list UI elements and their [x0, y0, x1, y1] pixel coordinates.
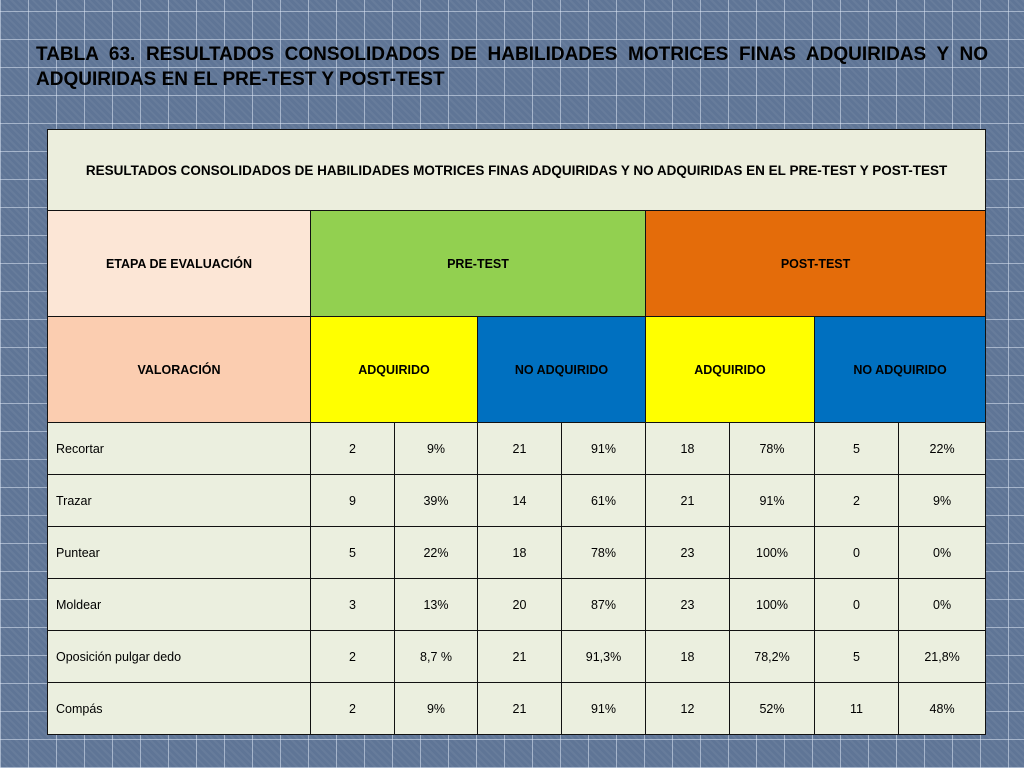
post-adquirido-percent: 91% — [730, 475, 815, 527]
pre-no-adquirido-percent: 61% — [562, 475, 646, 527]
post-test-label: POST-TEST — [646, 211, 986, 317]
post-no-adquirido-count: 5 — [815, 631, 899, 683]
pre-adquirido-percent: 9% — [395, 423, 478, 475]
pre-adquirido-count: 3 — [311, 579, 395, 631]
pre-no-adquirido-count: 21 — [478, 423, 562, 475]
pre-adquirido-count: 2 — [311, 631, 395, 683]
valoracion-label: VALORACIÓN — [48, 317, 311, 423]
pre-adquirido-count: 2 — [311, 423, 395, 475]
post-no-adquirido-count: 11 — [815, 683, 899, 735]
pre-adquirido-percent: 9% — [395, 683, 478, 735]
page-title: TABLA 63. RESULTADOS CONSOLIDADOS DE HABILIDADES MOTRICES FINAS ADQUIRIDAS Y NO ADQUIRIDAS EN EL PRE-TEST Y POST-TEST — [36, 44, 988, 90]
table-row — [48, 631, 986, 683]
post-adquirido-percent: 78% — [730, 423, 815, 475]
skill-label: Moldear — [48, 579, 311, 631]
pre-no-adquirido-count: 21 — [478, 683, 562, 735]
post-adquirido-count: 23 — [646, 527, 730, 579]
table-row — [48, 475, 986, 527]
stage-row — [48, 211, 986, 317]
post-adquirido-percent: 100% — [730, 527, 815, 579]
pre-no-adquirido-percent: 91,3% — [562, 631, 646, 683]
pre-test-label: PRE-TEST — [311, 211, 646, 317]
valoracion-row — [48, 317, 986, 423]
post-adquirido-label: ADQUIRIDO — [646, 317, 815, 423]
post-adquirido-percent: 52% — [730, 683, 815, 735]
table-row — [48, 527, 986, 579]
pre-adquirido-percent: 8,7 % — [395, 631, 478, 683]
skill-label: Compás — [48, 683, 311, 735]
etapa-label: ETAPA DE EVALUACIÓN — [48, 211, 311, 317]
pre-no-adquirido-percent: 91% — [562, 683, 646, 735]
post-no-adquirido-percent: 0% — [899, 579, 986, 631]
post-no-adquirido-percent: 0% — [899, 527, 986, 579]
pre-adquirido-count: 2 — [311, 683, 395, 735]
post-adquirido-count: 12 — [646, 683, 730, 735]
pre-adquirido-count: 5 — [311, 527, 395, 579]
post-adquirido-count: 18 — [646, 423, 730, 475]
pre-no-adquirido-percent: 87% — [562, 579, 646, 631]
post-adquirido-count: 21 — [646, 475, 730, 527]
table-row — [48, 683, 986, 735]
post-no-adquirido-percent: 9% — [899, 475, 986, 527]
pre-adquirido-percent: 22% — [395, 527, 478, 579]
post-no-adquirido-percent: 21,8% — [899, 631, 986, 683]
post-no-adquirido-count: 2 — [815, 475, 899, 527]
pre-adquirido-count: 9 — [311, 475, 395, 527]
table-header: RESULTADOS CONSOLIDADOS DE HABILIDADES MOTRICES FINAS ADQUIRIDAS Y NO ADQUIRIDAS EN EL PRE-TEST Y POST-TEST — [48, 130, 986, 211]
pre-no-adquirido-label: NO ADQUIRIDO — [478, 317, 646, 423]
pre-no-adquirido-percent: 91% — [562, 423, 646, 475]
post-adquirido-percent: 78,2% — [730, 631, 815, 683]
results-table — [47, 129, 986, 735]
post-no-adquirido-percent: 48% — [899, 683, 986, 735]
table-row — [48, 423, 986, 475]
skill-label: Oposición pulgar dedo — [48, 631, 311, 683]
skill-label: Puntear — [48, 527, 311, 579]
post-adquirido-count: 18 — [646, 631, 730, 683]
post-no-adquirido-label: NO ADQUIRIDO — [815, 317, 986, 423]
post-adquirido-percent: 100% — [730, 579, 815, 631]
pre-no-adquirido-count: 18 — [478, 527, 562, 579]
post-no-adquirido-percent: 22% — [899, 423, 986, 475]
skill-label: Recortar — [48, 423, 311, 475]
post-adquirido-count: 23 — [646, 579, 730, 631]
pre-adquirido-percent: 13% — [395, 579, 478, 631]
pre-no-adquirido-percent: 78% — [562, 527, 646, 579]
post-no-adquirido-count: 5 — [815, 423, 899, 475]
pre-no-adquirido-count: 14 — [478, 475, 562, 527]
skill-label: Trazar — [48, 475, 311, 527]
table-row — [48, 579, 986, 631]
post-no-adquirido-count: 0 — [815, 579, 899, 631]
pre-adquirido-label: ADQUIRIDO — [311, 317, 478, 423]
pre-no-adquirido-count: 20 — [478, 579, 562, 631]
post-no-adquirido-count: 0 — [815, 527, 899, 579]
pre-adquirido-percent: 39% — [395, 475, 478, 527]
pre-no-adquirido-count: 21 — [478, 631, 562, 683]
